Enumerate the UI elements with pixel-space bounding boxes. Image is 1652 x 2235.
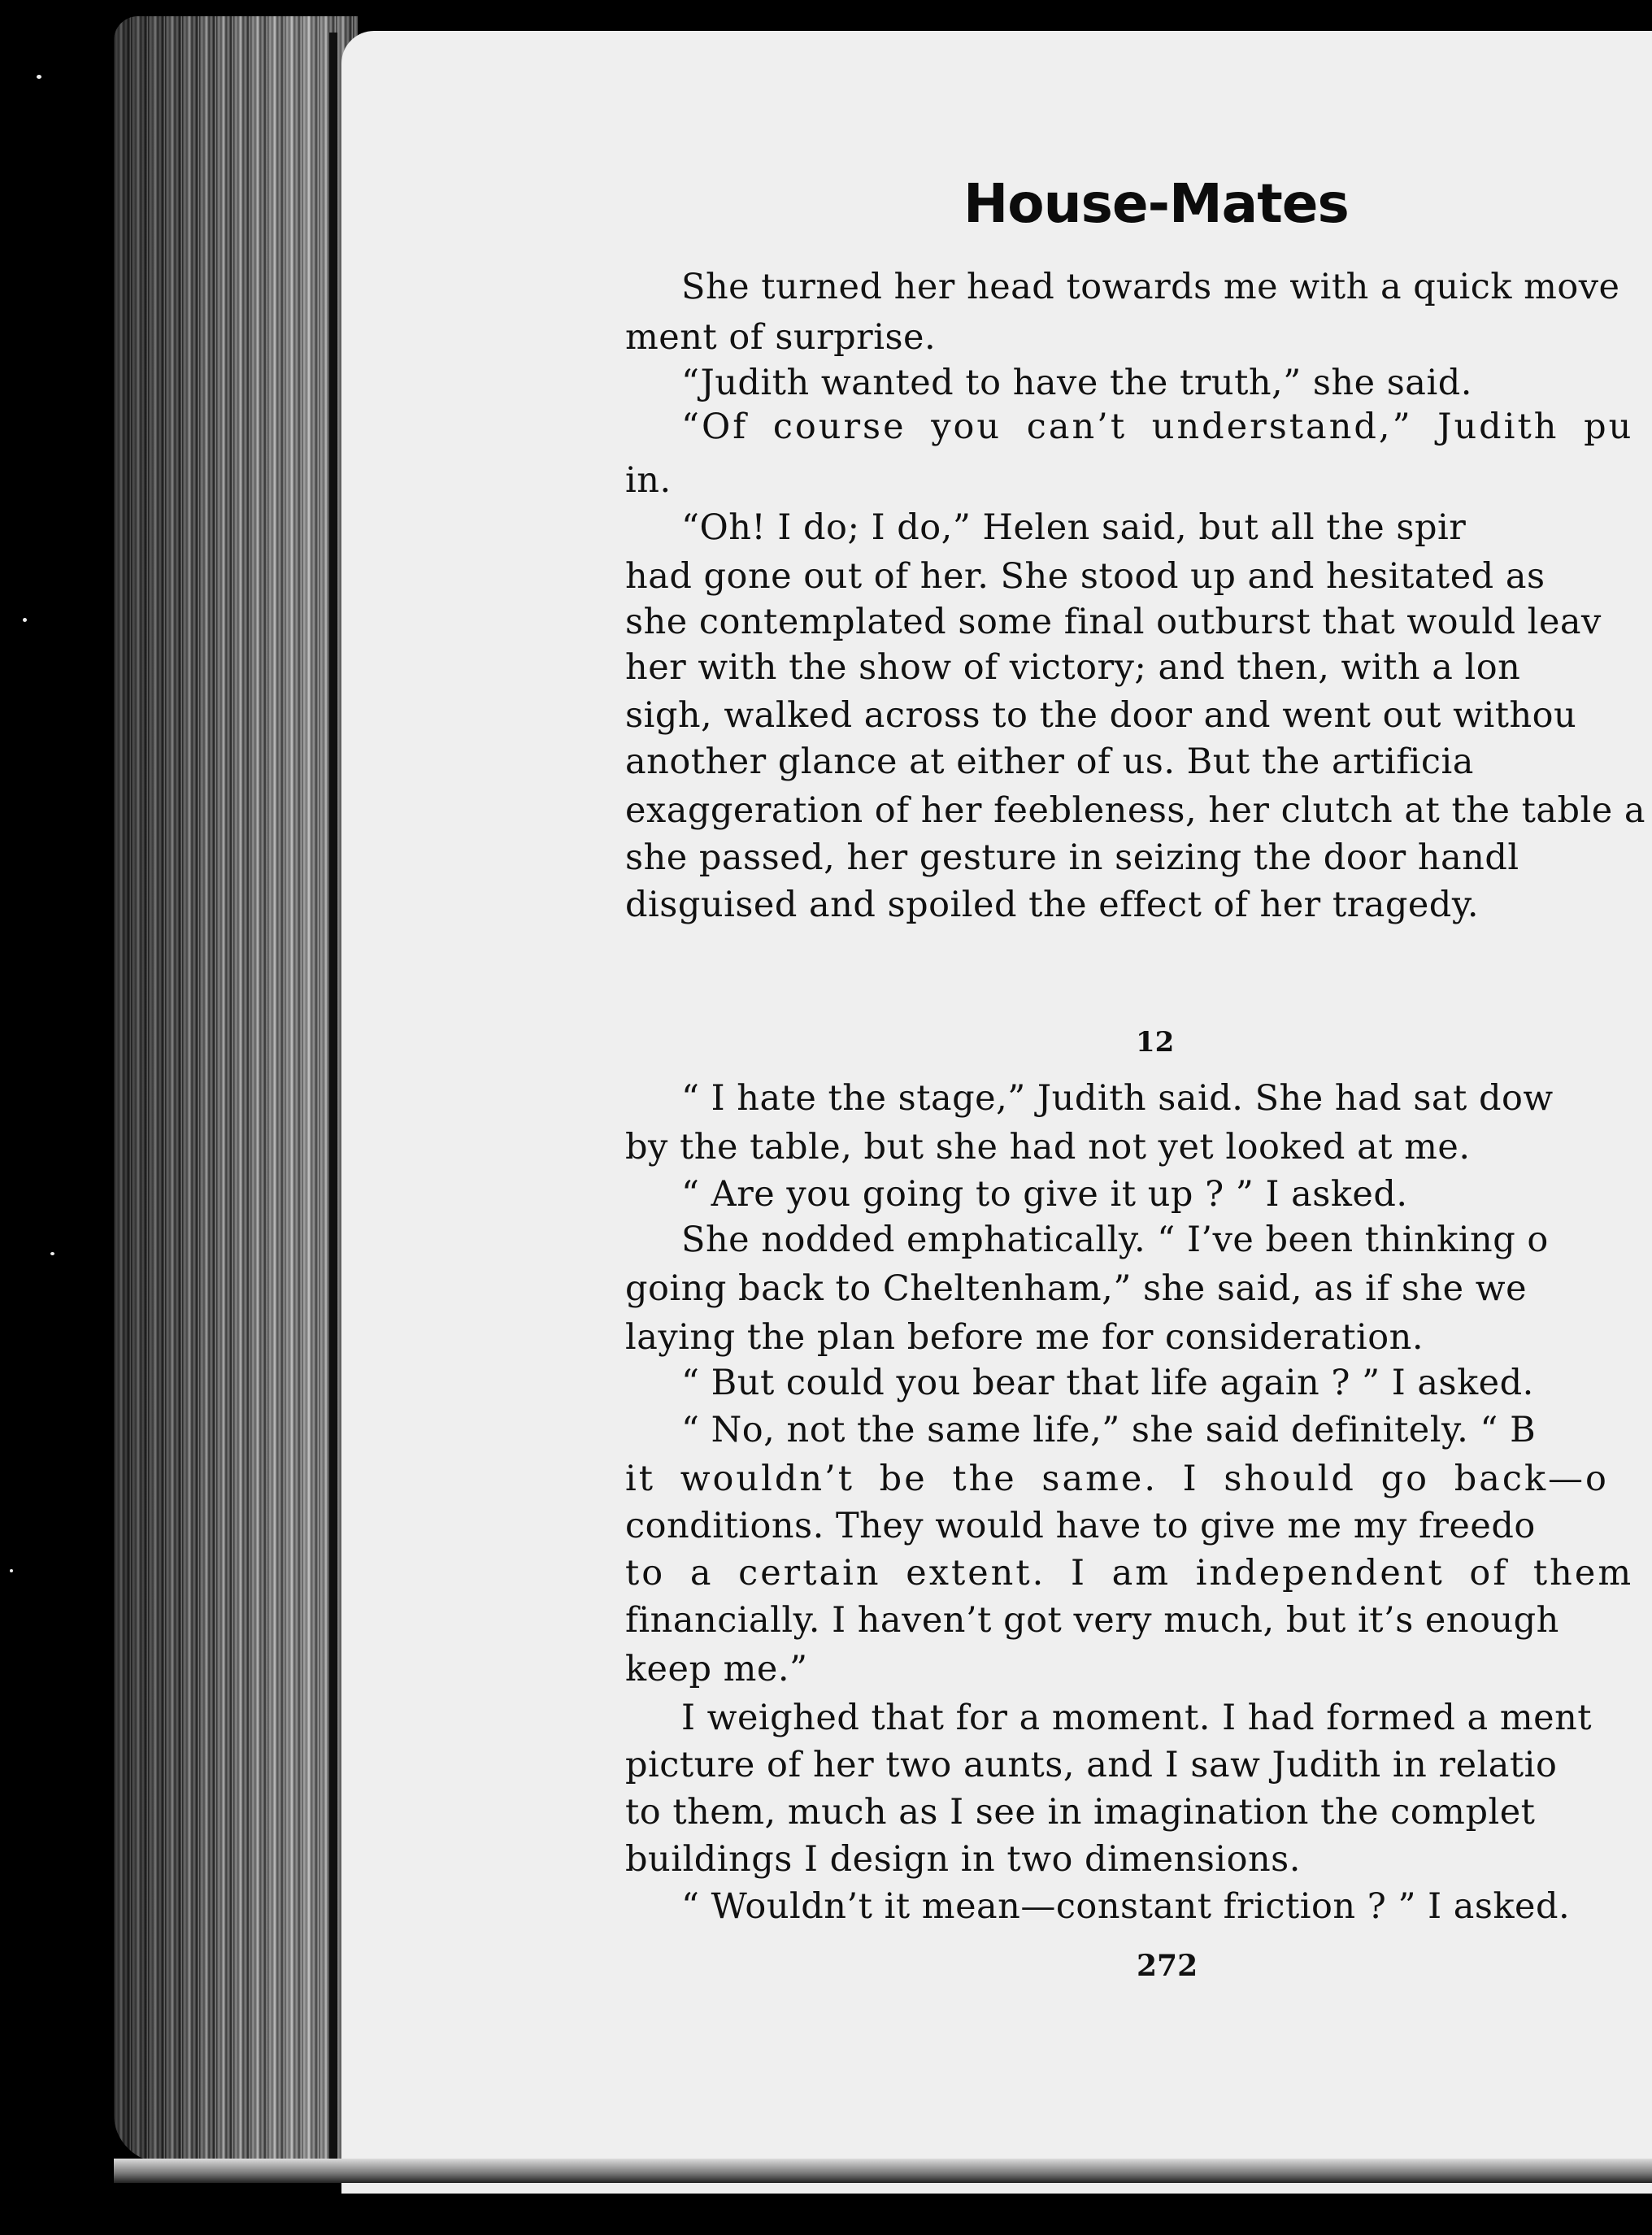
- body-text-line: disguised and spoiled the effect of her tragedy.: [625, 885, 1480, 925]
- body-text-line: “ No, not the same life,” she said definitely. “ B: [681, 1410, 1537, 1450]
- body-text-line: laying the plan before me for consideration.: [625, 1317, 1424, 1358]
- body-text-line: she contemplated some final outburst that would leav: [625, 602, 1602, 642]
- body-text-line: another glance at either of us. But the artificia: [625, 741, 1474, 782]
- body-text-line: financially. I haven’t got very much, but it’s enough: [625, 1600, 1559, 1641]
- scan-speck: [10, 1569, 13, 1572]
- body-text-line: it wouldn’t be the same. I should go back—o: [625, 1459, 1609, 1499]
- body-text-line: keep me.”: [625, 1649, 808, 1689]
- page-number: 272: [1137, 1949, 1198, 1983]
- body-text-line: ment of surprise.: [625, 317, 937, 358]
- running-header-title: House-Mates: [963, 172, 1349, 235]
- body-text-line: She nodded emphatically. “ I’ve been thinking o: [681, 1220, 1549, 1260]
- body-text-line: “ Wouldn’t it mean—constant friction ? ” I asked.: [681, 1886, 1571, 1927]
- page-edges-shading: [114, 16, 358, 2163]
- body-text-line: her with the show of victory; and then, with a lon: [625, 647, 1521, 688]
- body-text-line: “ Are you going to give it up ? ” I asked.: [681, 1174, 1408, 1215]
- body-text-line: “ I hate the stage,” Judith said. She had sat dow: [681, 1078, 1554, 1119]
- body-text-line: I weighed that for a moment. I had formed a ment: [681, 1698, 1593, 1738]
- scan-speck: [50, 1252, 54, 1255]
- body-text-line: “Judith wanted to have the truth,” she said.: [681, 363, 1472, 403]
- body-text-line: to them, much as I see in imagination the complet: [625, 1792, 1536, 1833]
- body-text-line: she passed, her gesture in seizing the door handl: [625, 837, 1519, 878]
- body-text-line: “Oh! I do; I do,” Helen said, but all the spir: [681, 507, 1467, 548]
- body-text-line: to a certain extent. I am independent of them: [625, 1553, 1634, 1594]
- page-gutter: [329, 33, 337, 2163]
- body-text-line: going back to Cheltenham,” she said, as if she we: [625, 1268, 1528, 1309]
- body-text-line: conditions. They would have to give me my freedo: [625, 1506, 1536, 1546]
- scan-speck: [23, 618, 27, 622]
- page-bottom-edge: [114, 2159, 1652, 2183]
- body-text-line: buildings I design in two dimensions.: [625, 1839, 1301, 1880]
- body-text-line: had gone out of her. She stood up and hesitated as: [625, 556, 1545, 597]
- scan-speck: [37, 75, 41, 79]
- body-text-line: “ But could you bear that life again ? ” I asked.: [681, 1363, 1534, 1403]
- body-text-line: sigh, walked across to the door and went out withou: [625, 695, 1577, 736]
- body-text-line: She turned her head towards me with a quick move: [681, 267, 1620, 307]
- body-text-line: by the table, but she had not yet looked at me.: [625, 1127, 1471, 1168]
- body-text-line: exaggeration of her feebleness, her clutch at the table a: [625, 790, 1646, 831]
- body-text-line: “Of course you can’t understand,” Judith pu: [681, 407, 1634, 447]
- body-text-line: picture of her two aunts, and I saw Judith in relatio: [625, 1745, 1558, 1785]
- body-text-line: in.: [625, 460, 672, 501]
- section-number: 12: [1136, 1026, 1175, 1059]
